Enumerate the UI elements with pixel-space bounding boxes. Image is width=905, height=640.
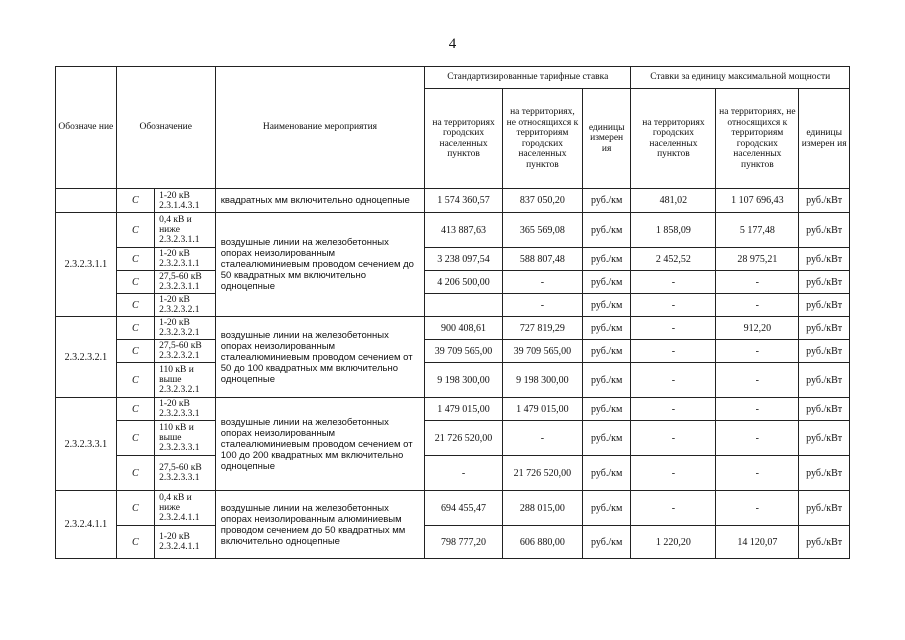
group-code-cell: 2.3.2.3.3.1 xyxy=(56,398,117,491)
voltage-code-cell: 1-20 кВ 2.3.2.3.1.1 xyxy=(155,248,216,271)
c-letter-cell: С xyxy=(116,294,154,317)
header-oboznachenie-2: Обозначение xyxy=(116,67,215,189)
voltage-code-cell: 1-20 кВ 2.3.2.3.3.1 xyxy=(155,398,216,421)
header-nonurban: на территориях, не относящихся к территориям городских населенных пунктов xyxy=(502,89,582,189)
group-code-cell: 2.3.2.3.2.1 xyxy=(56,317,117,398)
measure-name-cell: воздушные линии на железобетонных опорах неизолированным сталеалюминиевым проводом сечением от 100 до 200 квадратных мм включительно одноцепные xyxy=(215,398,424,491)
power-unit-cell: руб./кВт xyxy=(799,421,850,456)
c-letter-cell: С xyxy=(116,526,154,559)
tariff-table xyxy=(55,66,850,559)
power-urban-cell: - xyxy=(631,421,716,456)
table-row xyxy=(56,491,850,526)
rate-urban-cell: 39 709 565,00 xyxy=(425,340,503,363)
rate-unit-cell: руб./км xyxy=(582,317,631,340)
power-urban-cell: - xyxy=(631,456,716,491)
voltage-code-cell: 27,5-60 кВ 2.3.2.3.2.1 xyxy=(155,340,216,363)
rate-urban-cell: 3 238 097,54 xyxy=(425,248,503,271)
rate-unit-cell: руб./км xyxy=(582,340,631,363)
power-urban-cell: 481,02 xyxy=(631,189,716,213)
power-nonurban-cell: 912,20 xyxy=(716,317,799,340)
power-unit-cell: руб./кВт xyxy=(799,340,850,363)
power-urban-cell: - xyxy=(631,398,716,421)
c-letter-cell: С xyxy=(116,456,154,491)
rate-nonurban-cell: 39 709 565,00 xyxy=(502,340,582,363)
power-nonurban-cell: - xyxy=(716,294,799,317)
power-urban-cell: - xyxy=(631,317,716,340)
rate-urban-cell: 21 726 520,00 xyxy=(425,421,503,456)
power-unit-cell: руб./кВт xyxy=(799,526,850,559)
group-code-cell: 2.3.2.3.1.1 xyxy=(56,213,117,317)
power-urban-cell: - xyxy=(631,271,716,294)
power-unit-cell: руб./кВт xyxy=(799,398,850,421)
power-urban-cell: 2 452,52 xyxy=(631,248,716,271)
header-power-urban: на территориях городских населенных пунктов xyxy=(631,89,716,189)
table-row xyxy=(56,189,850,213)
c-letter-cell: С xyxy=(116,271,154,294)
voltage-code-cell: 1-20 кВ 2.3.1.4.3.1 xyxy=(155,189,216,213)
rate-nonurban-cell: 365 569,08 xyxy=(502,213,582,248)
c-letter-cell: С xyxy=(116,189,154,213)
table-row xyxy=(56,340,850,363)
table-row xyxy=(56,213,850,248)
table-row xyxy=(56,526,850,559)
c-letter-cell: С xyxy=(116,340,154,363)
power-nonurban-cell: - xyxy=(716,363,799,398)
measure-name-cell: воздушные линии на железобетонных опорах неизолированным алюминиевым проводом сечением до 50 квадратных мм включительно одноцепные xyxy=(215,491,424,559)
voltage-code-cell: 1-20 кВ 2.3.2.3.2.1 xyxy=(155,294,216,317)
power-urban-cell: 1 220,20 xyxy=(631,526,716,559)
voltage-code-cell: 110 кВ и выше 2.3.2.3.2.1 xyxy=(155,363,216,398)
rate-urban-cell: 694 455,47 xyxy=(425,491,503,526)
rate-unit-cell: руб./км xyxy=(582,294,631,317)
power-nonurban-cell: 28 975,21 xyxy=(716,248,799,271)
rate-nonurban-cell: 288 015,00 xyxy=(502,491,582,526)
rate-nonurban-cell: 837 050,20 xyxy=(502,189,582,213)
power-unit-cell: руб./кВт xyxy=(799,294,850,317)
c-letter-cell: С xyxy=(116,421,154,456)
power-nonurban-cell: - xyxy=(716,491,799,526)
header-row-1 xyxy=(56,67,850,89)
header-power-nonurban: на территориях, не относящихся к территориям городских населенных пунктов xyxy=(716,89,799,189)
table-row xyxy=(56,421,850,456)
rate-nonurban-cell: - xyxy=(502,294,582,317)
table-row xyxy=(56,271,850,294)
power-urban-cell: - xyxy=(631,294,716,317)
power-unit-cell: руб./кВт xyxy=(799,363,850,398)
header-urban: на территориях городских населенных пунктов xyxy=(425,89,503,189)
power-urban-cell: - xyxy=(631,340,716,363)
header-unit: единицы измерен ия xyxy=(582,89,631,189)
rate-nonurban-cell: 9 198 300,00 xyxy=(502,363,582,398)
rate-unit-cell: руб./км xyxy=(582,491,631,526)
c-letter-cell: С xyxy=(116,363,154,398)
rate-nonurban-cell: 1 479 015,00 xyxy=(502,398,582,421)
power-nonurban-cell: - xyxy=(716,340,799,363)
rate-nonurban-cell: 606 880,00 xyxy=(502,526,582,559)
rate-urban-cell: 1 479 015,00 xyxy=(425,398,503,421)
voltage-code-cell: 1-20 кВ 2.3.2.3.2.1 xyxy=(155,317,216,340)
power-unit-cell: руб./кВт xyxy=(799,271,850,294)
power-nonurban-cell: 5 177,48 xyxy=(716,213,799,248)
rate-urban-cell: 798 777,20 xyxy=(425,526,503,559)
rate-unit-cell: руб./км xyxy=(582,189,631,213)
header-group-power: Ставки за единицу максимальной мощности xyxy=(631,67,850,89)
rate-nonurban-cell: - xyxy=(502,271,582,294)
table-row xyxy=(56,456,850,491)
rate-urban-cell: - xyxy=(425,456,503,491)
rate-unit-cell: руб./км xyxy=(582,526,631,559)
rate-nonurban-cell: 21 726 520,00 xyxy=(502,456,582,491)
rate-unit-cell: руб./км xyxy=(582,213,631,248)
power-unit-cell: руб./кВт xyxy=(799,213,850,248)
power-unit-cell: руб./кВт xyxy=(799,456,850,491)
measure-name-cell: квадратных мм включительно одноцепные xyxy=(215,189,424,213)
rate-urban-cell: 1 574 360,57 xyxy=(425,189,503,213)
voltage-code-cell: 110 кВ и выше 2.3.2.3.3.1 xyxy=(155,421,216,456)
table-row xyxy=(56,248,850,271)
group-code-cell: 2.3.2.4.1.1 xyxy=(56,491,117,559)
power-unit-cell: руб./кВт xyxy=(799,317,850,340)
rate-urban-cell: 413 887,63 xyxy=(425,213,503,248)
header-power-unit: единицы измерен ия xyxy=(799,89,850,189)
c-letter-cell: С xyxy=(116,213,154,248)
c-letter-cell: С xyxy=(116,317,154,340)
measure-name-cell: воздушные линии на железобетонных опорах неизолированным сталеалюминиевым проводом сечением до 50 квадратных мм включительно одноцепные xyxy=(215,213,424,317)
rate-unit-cell: руб./км xyxy=(582,248,631,271)
voltage-code-cell: 1-20 кВ 2.3.2.4.1.1 xyxy=(155,526,216,559)
c-letter-cell: С xyxy=(116,398,154,421)
rate-unit-cell: руб./км xyxy=(582,363,631,398)
power-nonurban-cell: 14 120,07 xyxy=(716,526,799,559)
rate-nonurban-cell: - xyxy=(502,421,582,456)
rate-unit-cell: руб./км xyxy=(582,398,631,421)
rate-unit-cell: руб./км xyxy=(582,421,631,456)
power-unit-cell: руб./кВт xyxy=(799,248,850,271)
power-nonurban-cell: - xyxy=(716,421,799,456)
rate-unit-cell: руб./км xyxy=(582,271,631,294)
rate-urban-cell: 900 408,61 xyxy=(425,317,503,340)
power-urban-cell: - xyxy=(631,491,716,526)
table-row xyxy=(56,398,850,421)
power-urban-cell: - xyxy=(631,363,716,398)
page-number: 4 xyxy=(448,36,457,52)
voltage-code-cell: 0,4 кВ и ниже 2.3.2.3.1.1 xyxy=(155,213,216,248)
table-row xyxy=(56,363,850,398)
power-unit-cell: руб./кВт xyxy=(799,491,850,526)
power-unit-cell: руб./кВт xyxy=(799,189,850,213)
power-urban-cell: 1 858,09 xyxy=(631,213,716,248)
table-row xyxy=(56,294,850,317)
power-nonurban-cell: 1 107 696,43 xyxy=(716,189,799,213)
power-nonurban-cell: - xyxy=(716,456,799,491)
power-nonurban-cell: - xyxy=(716,271,799,294)
group-code-cell xyxy=(56,189,117,213)
rate-urban-cell: 9 198 300,00 xyxy=(425,363,503,398)
rate-unit-cell: руб./км xyxy=(582,456,631,491)
rate-urban-cell: 4 206 500,00 xyxy=(425,271,503,294)
c-letter-cell: С xyxy=(116,248,154,271)
header-name: Наименование мероприятия xyxy=(215,67,424,189)
rate-urban-cell xyxy=(425,294,503,317)
voltage-code-cell: 27,5-60 кВ 2.3.2.3.1.1 xyxy=(155,271,216,294)
rate-nonurban-cell: 588 807,48 xyxy=(502,248,582,271)
c-letter-cell: С xyxy=(116,491,154,526)
header-oboznachenie-1: Обозначе ние xyxy=(56,67,117,189)
voltage-code-cell: 0,4 кВ и ниже 2.3.2.4.1.1 xyxy=(155,491,216,526)
voltage-code-cell: 27,5-60 кВ 2.3.2.3.3.1 xyxy=(155,456,216,491)
measure-name-cell: воздушные линии на железобетонных опорах неизолированным сталеалюминиевым проводом сечением от 50 до 100 квадратных мм включительно одноцепные xyxy=(215,317,424,398)
power-nonurban-cell: - xyxy=(716,398,799,421)
header-group-standard: Стандартизированные тарифные ставка xyxy=(425,67,631,89)
rate-nonurban-cell: 727 819,29 xyxy=(502,317,582,340)
table-row xyxy=(56,317,850,340)
